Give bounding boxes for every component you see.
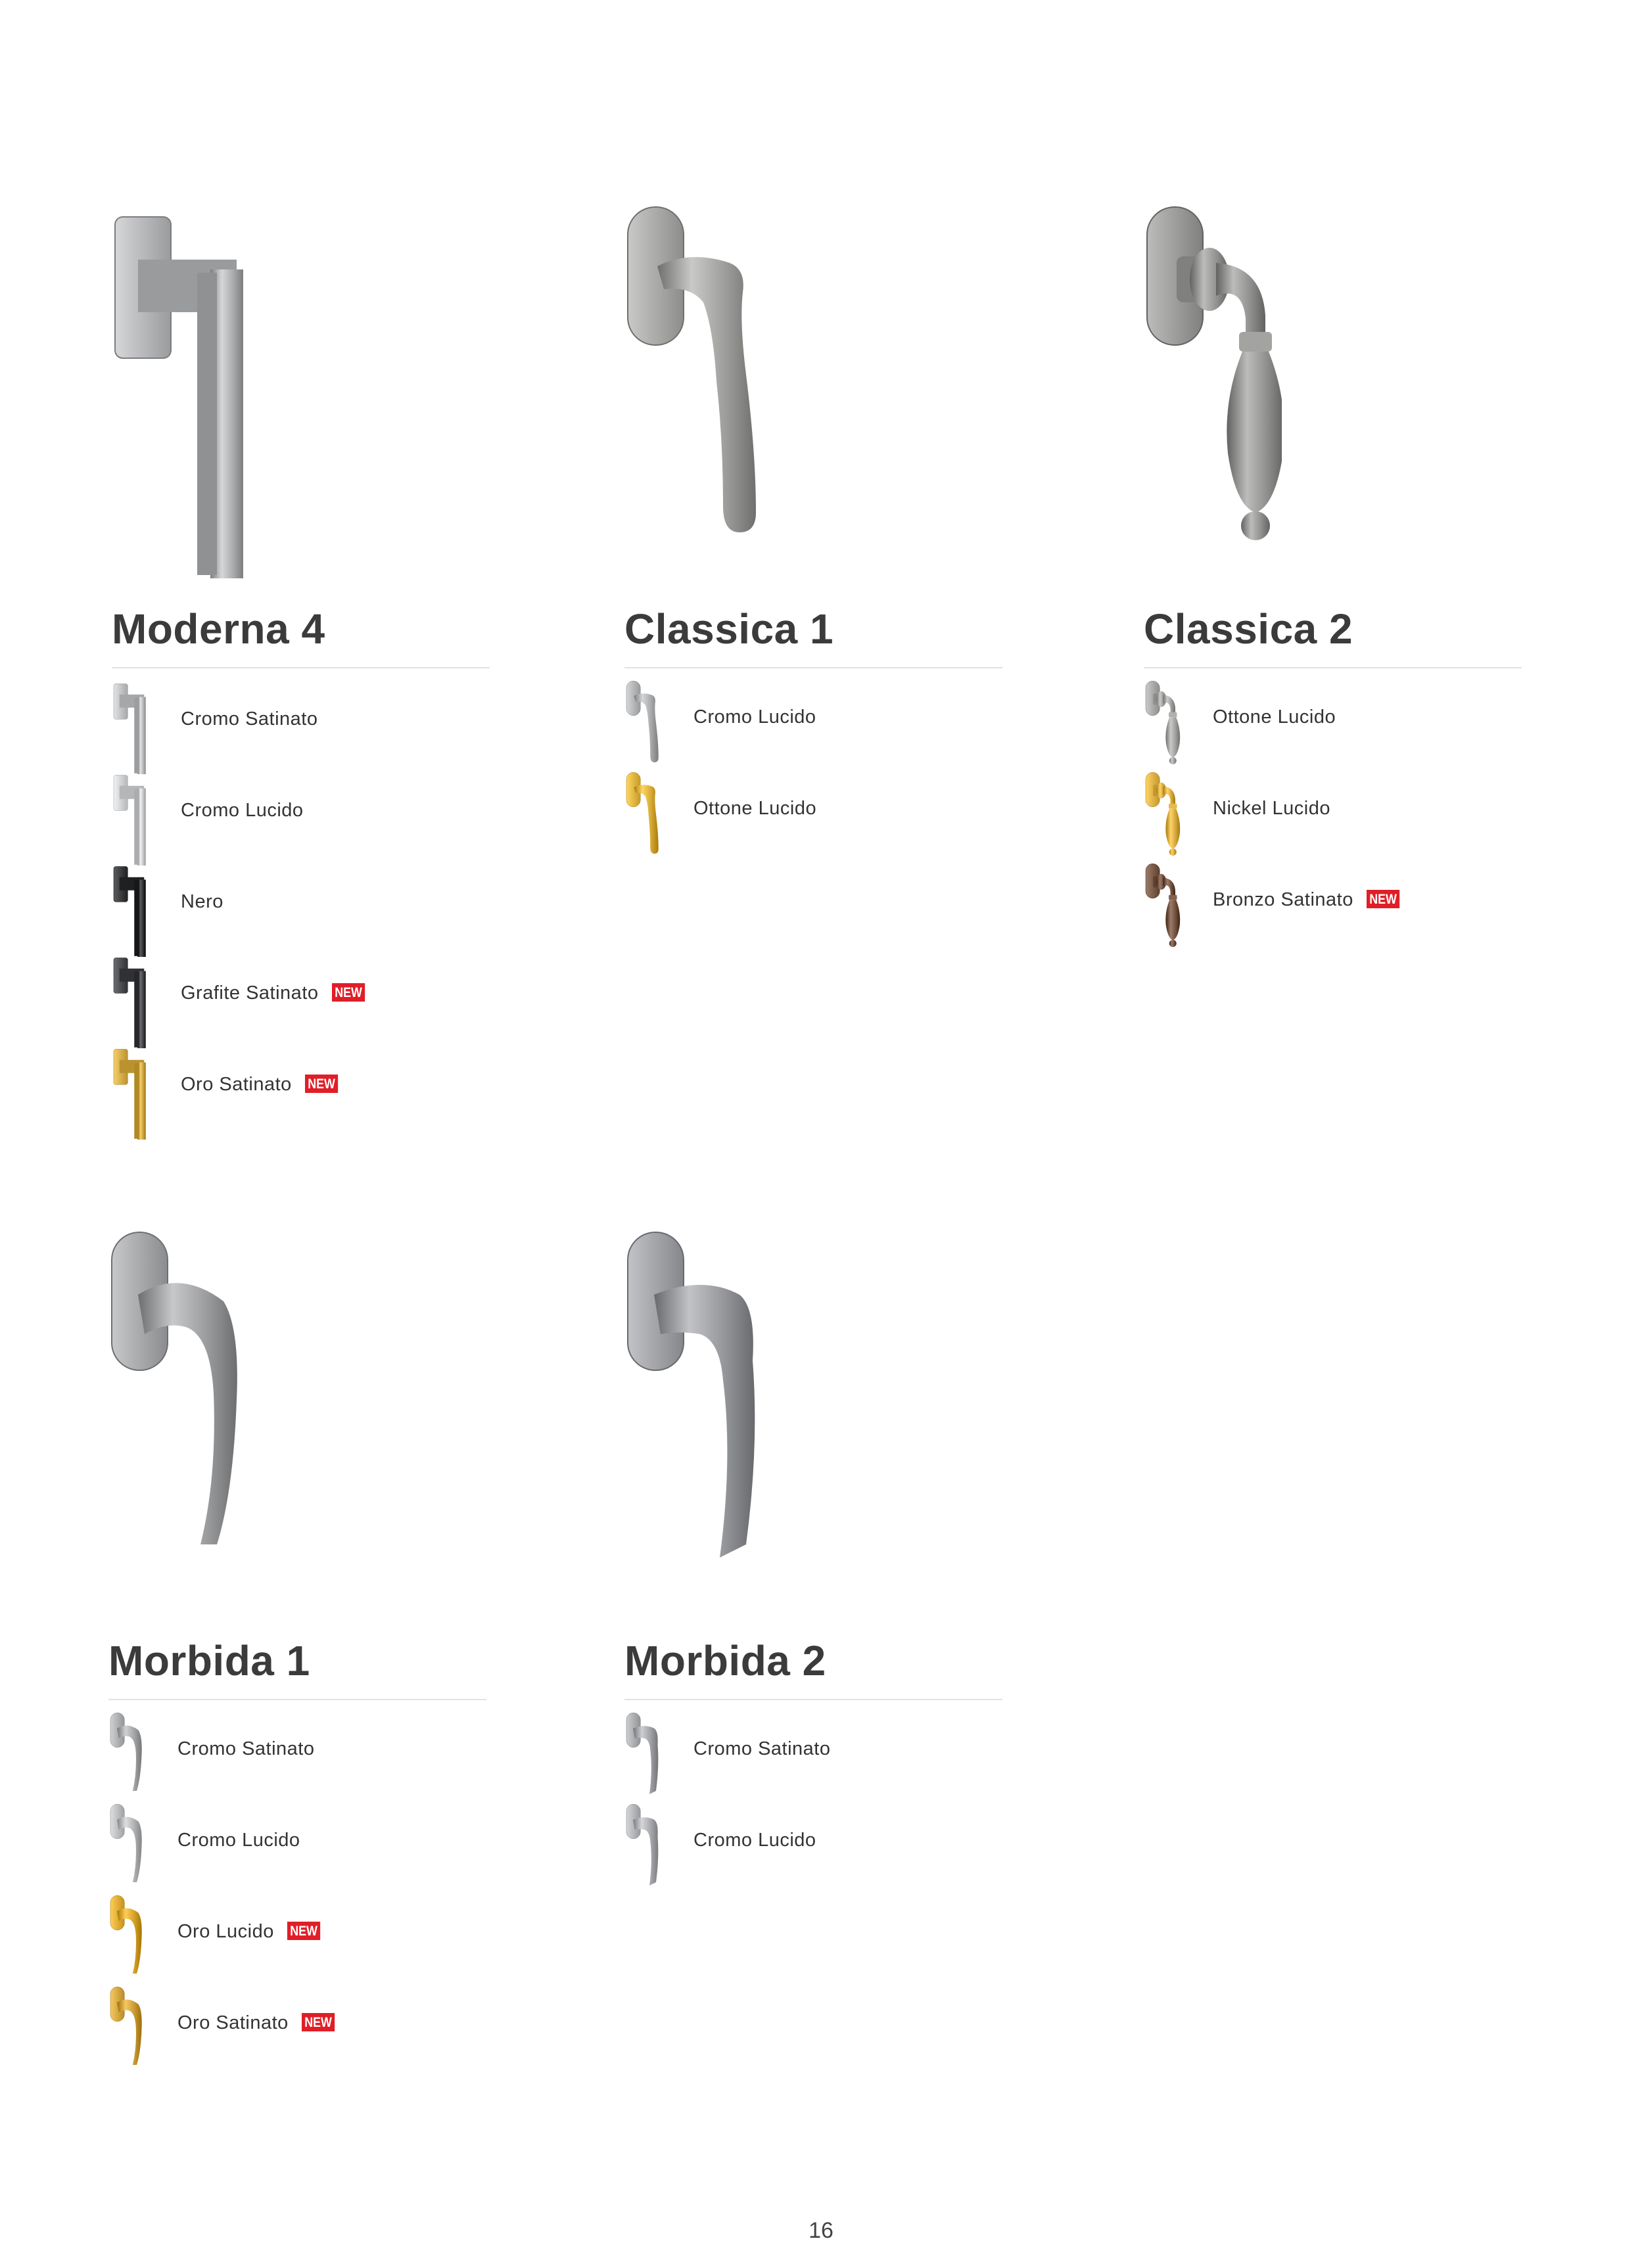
new-badge: NEW [287, 1922, 320, 1940]
finish-label [177, 1921, 326, 1943]
finish-label [181, 1074, 344, 1096]
finish-label [693, 706, 816, 728]
finish-name: Cromo Lucido [693, 1830, 816, 1851]
finish-label [177, 1738, 315, 1760]
finish-label [181, 708, 318, 730]
divider [624, 667, 1002, 668]
handle-thumbnail-icon [624, 1712, 661, 1807]
product-title: Morbida 1 [108, 1637, 310, 1684]
handle-thumbnail-icon [624, 1803, 661, 1899]
handle-thumbnail-icon [108, 1986, 145, 2081]
finish-label [1213, 889, 1405, 911]
divider [624, 1699, 1002, 1700]
classica-2-hero-image [1144, 204, 1282, 575]
product-title: Moderna 4 [112, 605, 325, 653]
divider [112, 667, 490, 668]
new-badge: NEW [332, 983, 365, 1002]
divider [108, 1699, 486, 1700]
finish-name: Cromo Lucido [177, 1830, 300, 1851]
finish-name: Grafite Satinato [181, 983, 319, 1004]
finish-name: Oro Lucido [177, 1921, 274, 1942]
moderna-4-hero-image [112, 210, 250, 582]
product-title: Classica 2 [1144, 605, 1353, 653]
finish-name: Oro Satinato [181, 1074, 292, 1095]
finish-label [181, 983, 371, 1004]
finish-name: Ottone Lucido [693, 798, 817, 819]
finish-name: Nero [181, 891, 223, 912]
handle-thumbnail-icon [112, 865, 149, 960]
finish-name: Cromo Lucido [693, 706, 816, 728]
finish-label [1213, 706, 1336, 728]
finish-label [177, 2012, 340, 2034]
finish-label [1213, 798, 1330, 820]
finish-label [693, 1738, 831, 1760]
page-number: 16 [809, 2218, 833, 2243]
new-badge: NEW [1367, 890, 1399, 908]
finish-name: Cromo Lucido [181, 800, 304, 821]
handle-thumbnail-icon [1144, 680, 1181, 775]
handle-thumbnail-icon [1144, 772, 1181, 867]
morbida-2-hero-image [624, 1229, 762, 1600]
finish-label [177, 1830, 300, 1851]
handle-thumbnail-icon [108, 1803, 145, 1899]
finish-name: Cromo Satinato [181, 708, 318, 729]
new-badge: NEW [305, 1075, 338, 1093]
handle-thumbnail-icon [108, 1895, 145, 1990]
handle-thumbnail-icon [112, 1048, 149, 1143]
morbida-1-hero-image [108, 1229, 246, 1600]
finish-label [181, 891, 223, 913]
handle-thumbnail-icon [112, 956, 149, 1052]
handle-thumbnail-icon [108, 1712, 145, 1807]
finish-name: Oro Satinato [177, 2012, 289, 2033]
handle-thumbnail-icon [112, 682, 149, 777]
finish-label [693, 798, 816, 820]
finish-name: Bronzo Satinato [1213, 889, 1353, 910]
classica-1-hero-image [624, 204, 762, 575]
finish-name: Ottone Lucido [1213, 706, 1336, 728]
handle-thumbnail-icon [1144, 863, 1181, 958]
divider [1144, 667, 1522, 668]
new-badge: NEW [302, 2013, 335, 2031]
handle-thumbnail-icon [112, 774, 149, 869]
product-title: Morbida 2 [624, 1637, 826, 1684]
handle-thumbnail-icon [624, 680, 661, 775]
finish-name: Cromo Satinato [177, 1738, 315, 1759]
finish-label [181, 800, 304, 822]
product-title: Classica 1 [624, 605, 834, 653]
handle-thumbnail-icon [624, 772, 661, 867]
finish-name: Cromo Satinato [693, 1738, 831, 1759]
finish-name: Nickel Lucido [1213, 798, 1330, 819]
finish-label [693, 1830, 816, 1851]
